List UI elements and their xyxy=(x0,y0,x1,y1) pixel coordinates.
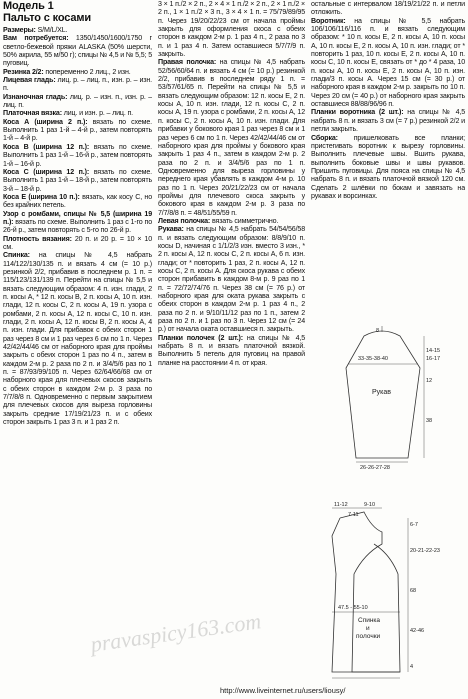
sleeve-side-d: 38 xyxy=(426,418,433,424)
paragraph-text: лиц. и изн. р. – лиц. п. xyxy=(61,109,133,118)
col1-paragraph xyxy=(3,34,152,67)
col3-paragraph xyxy=(311,108,465,133)
paragraph-label: Плотность вязания: xyxy=(3,234,72,243)
paragraph-label: Планки воротника (2 шт.): xyxy=(311,108,404,117)
col2-paragraph xyxy=(158,58,305,217)
sleeve-side-c: 12 xyxy=(426,378,433,384)
col1-paragraph xyxy=(3,68,152,76)
paragraph-label: Правая полочка: xyxy=(158,58,217,67)
paragraph-label: Сборка: xyxy=(311,133,338,142)
paragraph-text: 20 п. и 20 р. = 10 × 10 см. xyxy=(3,234,152,251)
body-top-b: 9-10 xyxy=(364,502,376,508)
paragraph-text: S/M/L/XL. xyxy=(35,26,68,34)
paragraph-label: Коса В (ширина 12 п.): xyxy=(3,142,90,151)
sleeve-width-measure: 33-35-38-40 xyxy=(358,356,388,362)
col3-paragraph xyxy=(311,17,465,109)
model-number: Модель 1 xyxy=(3,0,54,12)
paragraph-label: Спинка: xyxy=(3,251,30,260)
source-url: http://www.liveinternet.ru/users/liousy/ xyxy=(220,686,346,695)
col1-paragraph xyxy=(3,168,152,193)
body-side-e: 4 xyxy=(410,664,414,670)
col1-paragraph xyxy=(3,26,152,34)
column-2 xyxy=(158,0,305,699)
column-3 xyxy=(311,0,465,320)
body-side-c: 68 xyxy=(410,588,417,594)
body-top-a: 11-12 xyxy=(334,502,348,508)
paragraph-label: Рукава: xyxy=(158,225,184,234)
body-top-c: 7-11 xyxy=(348,512,359,518)
body-side-a: 6-7 xyxy=(410,522,418,528)
paragraph-label: Лицевая гладь: xyxy=(3,76,56,85)
paragraph-text: лиц. р. – изн. п., изн. р. – лиц. п. xyxy=(3,92,152,110)
paragraph-label: Коса С (ширина 12 п.): xyxy=(3,167,90,176)
col1-paragraph xyxy=(3,193,152,210)
column-1 xyxy=(3,0,152,699)
pattern-diagram xyxy=(312,322,466,692)
body-label-2: и xyxy=(366,625,370,632)
column-2-text xyxy=(158,0,305,367)
col2-paragraph xyxy=(158,334,305,367)
col1-paragraph xyxy=(3,210,152,235)
column-1-text xyxy=(3,26,152,427)
paragraph-text: остальные с интервалом 18/19/21/22 п. и петли отложить. xyxy=(311,0,465,17)
paragraph-text: на спицы № 4,5 набрать 8 п. и вязать платочной вязкой. Выполнить 5 петель для пуговиц на правой планке на расстоянии 4 п. от края. xyxy=(158,333,305,367)
col3-paragraph xyxy=(311,0,465,17)
paragraph-text: пришелковать все планки; пристегивать воротник к вырезу горловины. Выполнить плечевые швы. Вшить рукава, выполнить боковые швы и швы рукавов. Пришить пуговицы. Для пояса на спицы № 4,5 набрать 8 п. и вязать платочной вязкой 120 см. Сделать 2 шлёвки по бокам и завязать на рукавах и ворсинках. xyxy=(311,133,465,200)
body-side-b: 20-21-22-23 xyxy=(410,548,440,554)
paragraph-text: 1350/1450/1600/1750 г светло-бежевой пряжи ALASKA (50% шерсти, 50% акрила, 55 м/50 г); спицы № 4,5 и № 5,5; 5 пуговиц. xyxy=(3,34,152,68)
paragraph-text: на спицы № 4,5 набрать 8 п. и вязать 3 см (= 7 р.) резинкой 2/2 и петли закрыть. xyxy=(311,108,465,134)
paragraph-label: Левая полочка: xyxy=(158,216,211,225)
paragraph-label: Узор с ромбами, спицы № 5,5 (ширина 19 п.): xyxy=(3,209,152,226)
model-title: Пальто с косами xyxy=(3,12,91,24)
body-label-3: полочки xyxy=(356,633,381,640)
col1-paragraph xyxy=(3,118,152,143)
sleeve-label: Рукав xyxy=(372,389,391,396)
sleeve-bottom-measure: 26-26-27-28 xyxy=(360,465,390,471)
paragraph-label: Коса Е (ширина 10 п.): xyxy=(3,192,80,201)
paragraph-label: Резинка 2/2: xyxy=(3,67,44,76)
col1-paragraph xyxy=(3,109,152,117)
paragraph-label: Изнаночная гладь: xyxy=(3,92,68,101)
paragraph-text: лиц. р. – лиц. п., изн. р. – изн. п. xyxy=(3,76,152,93)
col1-paragraph xyxy=(3,143,152,168)
paragraph-label: Размеры: xyxy=(3,26,36,34)
paragraph-text: на спицы № 4,5 набрать 54/54/56/58 п. и вязать следующим образом: 8/8/9/10 п. косы D, начиная с 1/1/2/3 изн. вместо 3 изн., * 2 п. косы А, 12 п. косы С, 2 п. косы А, 6 п. изн. глади; от * повторить 1 раз, 2 п. косы А, 12 п. косы С, 2 п. косы А. Для скоса рукава с обеих сторон прибавить в каждом 8-м р. 9 раз по 1 п. = 72/72/74/76 п. Через 38 см (= 76 р.) от наборного края для оката рукава закрыть с обеих сторон в каждом 2-м р. 1 раз 4 п., 2 раза по 2 п. и 9/10/11/12 раз по 1 п., затем 2 раза по 2 п. и 1 раз по 3 п. Через 12 см (= 24 р.) от начала оката оставшиеся п. закрыть. xyxy=(158,225,305,334)
col2-paragraph xyxy=(158,0,305,58)
paragraph-text: вязать по схеме. Выполнить 1 раз с 1-го по 26-й р., затем повторять с 5-го по 26-й р. xyxy=(3,217,152,235)
paragraph-label: Планки полочек (2 шт.): xyxy=(158,333,243,342)
paragraph-text: на спицы № 4,5 набрать 114/122/130/135 п. и вязать 4 см (= 10 р.) резинкой 2/2, прибавив в последнем р. 1 п. = 115/123/131/139 п. Перейти на спицы № 5,5 и вязать следующим образом: 4 п. изн. глади, 2 п. косы А, * 12 п. косы В, 2 п. косы А, 10 п. изн. глади, 12 п. косы С, 2 п. косы А, 19 п. узора с ромбами, 2 п. косы А, 12 п. косы С, 10 п. изн. глади, 2 п. косы А, 12 п. косы В, 2 п. косы А, 4 п. изн. глади. Для прибавок с обеих сторон 1 раз через 8 см и 1 раз через 6 см по 1 п. Через 42/42/44/46 см от наборного края для проймы закрыть с обеих сторон 1 раз по 4 п., затем в каждом 2-м р. 2 раза по 2 п. и 3/4/5/6 раз по 1 п. = 87/93/99/105 п. Через 62/64/66/68 см от наборного края для плечевых скосов закрыть с обеих сторон в каждом 2-м р. 3 раза по 7/7/8/8 п. Одновременно с первым закрытием для плечевых скосов для выреза горловины закрыть средние 17/19/21/23 п. и с обеих сторон закрыть 1 раз 3 п. и 1 раз 2 п. xyxy=(3,251,152,427)
paragraph-text: вязать по схеме. Выполнить 1 раз 1-й – 4-й р., затем повторять 1-й – 4-й р. xyxy=(3,117,152,143)
paragraph-label: Вам потребуется: xyxy=(3,34,69,43)
paragraph-text: вязать по схеме. Выполнить 1 раз 1-й – 16-й р., затем повторять 1-й – 16-й р. xyxy=(3,142,152,168)
paragraph-label: Воротник: xyxy=(311,16,346,25)
col2-paragraph xyxy=(158,217,305,225)
col1-paragraph xyxy=(3,235,152,252)
col3-paragraph xyxy=(311,134,465,201)
paragraph-text: вязать, как косу С, но без крайних петель. xyxy=(3,192,152,210)
body-label-1: Спинка xyxy=(358,617,381,624)
paragraph-text: на спицы № 4,5 набрать 52/56/60/64 п. и вязать 4 см (= 10 р.) резинкой 2/2, прибавив в последнем ряду 1 п. = 53/57/61/65 п. Перейти на спицы № 5,5 и вязать следующим образом: 12 п. косы Е, 2 п. косы А, 10 п. изн. глади, 12 п. косы С, 2 п. косы А, 19 п. узора с ромбами, 2 п. косы А, 12 п. косы С, 2 п. косы А, 10 п. изн. глади. Для прибавки у бокового края 1 раз через 8 см и 1 раз через 6 см по 1 п. Через 42/42/44/46 см от наборного края для проймы у бокового края закрыть 1 раз 4 п., затем в каждом 2-м р. 2 раза по 2 п. и 3/4/5/6 раз по 1 п. Одновременно для выреза горловины у переднего края убавлять в каждом 4-м р. 10 раз по 1 п. Через 20/21/22/23 см от начала проймы для плечевого скоса закрыть у бокового края в каждом 2-м р. 3 раза по 7/7/8/8 п. = 48/51/55/59 п. xyxy=(158,58,305,217)
column-3-text xyxy=(311,0,465,200)
col1-paragraph xyxy=(3,251,152,426)
paragraph-label: Коса А (ширина 2 п.): xyxy=(3,117,88,126)
col2-paragraph xyxy=(158,225,305,333)
body-side-d: 42-46 xyxy=(410,628,425,634)
body-outline xyxy=(340,512,400,672)
paragraph-label: Платочная вязка: xyxy=(3,109,62,118)
paragraph-text: попеременно 2 лиц., 2 изн. xyxy=(43,67,131,76)
col1-paragraph xyxy=(3,76,152,93)
paragraph-text: 3 × 1 п./2 × 2 п., 2 × 4 × 1 п./2 × 2 п., 2 × 1 п./2 × 2 п., 1 × 1 п./2 × 3 п., 3 × 4 × 1 п. = 75/79/89/95 п. Через 19/20/22/23 см от начала проймы закрыть для оформления скоса с обеих сторон в каждом 2-м р. 1 раз 4 п., 2 раза по 3 п. и 1 раз 4 п. Затем оставшиеся 5/7/7/9 п. закрыть. xyxy=(158,0,305,59)
sleeve-top-measure: 8 xyxy=(376,328,380,334)
sleeve-side-a: 14-15 xyxy=(426,348,441,354)
paragraph-text: на спицы № 5,5 набрать 106/106/116/116 п. и вязать следующим образом: * 10 п. косы Е, 2 п. косы А, 10 п. косы А, 10 п. косы Е, 2 п. косы А, 10 п. изн. глади; от * повторить 1 раз, 10 п. косы Е, 2 п. косы А, 10 п. косы С, 10 п. косы Е, связать от * до * 4 раза, 10 п. косы А, 10 п. косы Е, 2 п. косы А, 10 п. изн. глади/3 п. косы А. Через 15 см (= 30 р.) от наборного края в каждом 2-м р. закрыть по 10 п. Через 20 см (= 40 р.) от наборного края закрыть оставшиеся 88/88/96/96 п. xyxy=(311,16,465,109)
watermark: pravaspicy163.com xyxy=(89,608,263,657)
body-width: 47.5 - 55-10 xyxy=(338,605,368,611)
paragraph-text: вязать симметрично. xyxy=(210,216,279,225)
sleeve-side-b: 16-17 xyxy=(426,356,441,362)
col1-paragraph xyxy=(3,93,152,110)
paragraph-text: вязать по схеме. Выполнить 1 раз 1-й – 18-й р., затем повторять 3-й – 18-й р. xyxy=(3,167,152,193)
